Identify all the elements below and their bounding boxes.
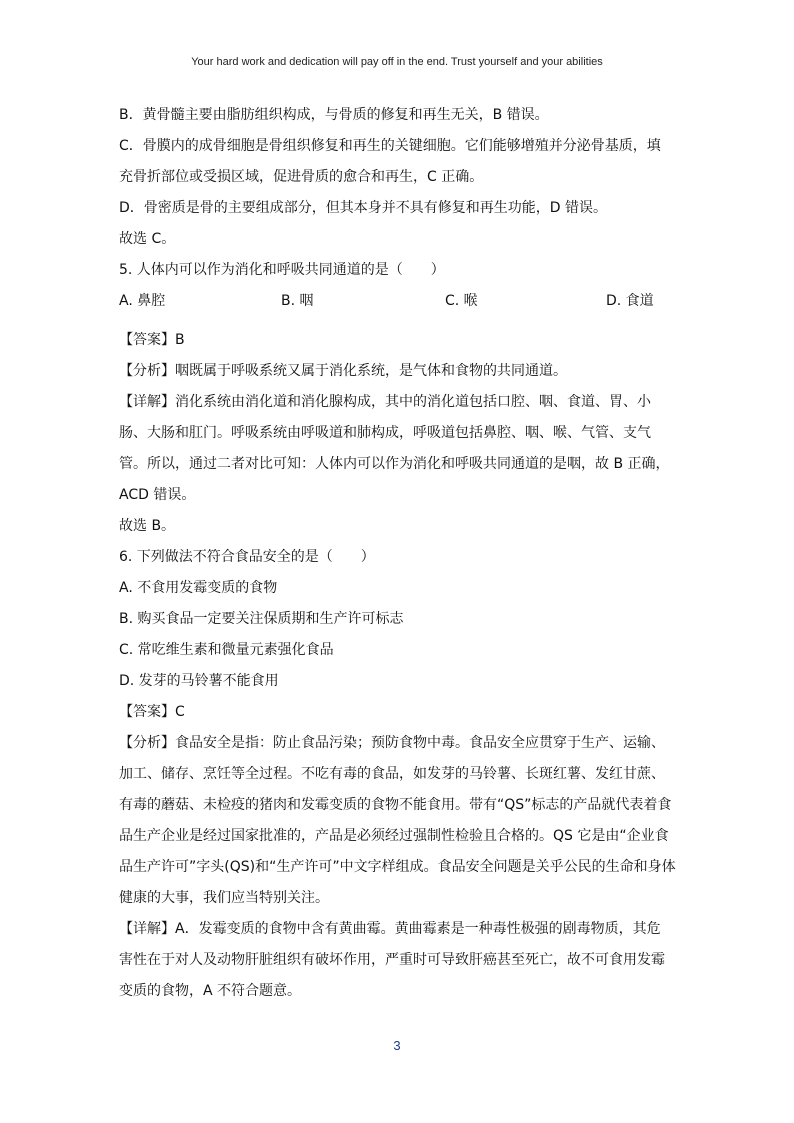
question-6-answer: 【答案】C <box>119 704 185 720</box>
document-body <box>119 100 679 1007</box>
spacer <box>119 317 679 325</box>
question-5-option-b: B. 咽 <box>281 293 314 309</box>
question-5-option-a: A. 鼻腔 <box>119 293 166 309</box>
question-5-detail-line: 肠、大肠和肛门。呼吸系统由呼吸道和肺构成，呼吸道包括鼻腔、咽、喉、气管、支气 <box>119 425 651 441</box>
question-6-option-c: C. 常吃维生素和微量元素强化食品 <box>119 642 334 658</box>
question-6-analysis-line: 加工、储存、烹饪等全过程。不吃有毒的食品，如发芽的马铃薯、长斑红薯、发红甘蔗、 <box>119 766 665 782</box>
question-5-options <box>119 286 679 317</box>
question-6-analysis-line: 品生产许可”字头(QS)和“生产许可”中文字样组成。食品安全问题是关乎公民的生命和身体 <box>119 859 676 875</box>
question-6-analysis-line: 【分析】食品安全是指：防止食品污染；预防食物中毒。食品安全应贯穿于生产、运输、 <box>119 735 665 751</box>
question-6-option-d: D. 发芽的马铃薯不能食用 <box>119 673 279 689</box>
question-5-option-c: C. 喉 <box>445 293 478 309</box>
question-5-analysis: 【分析】咽既属于呼吸系统又属于消化系统，是气体和食物的共同通道。 <box>119 363 567 379</box>
prev-detail-line: D．骨密质是骨的主要组成部分，但其本身并不具有修复和再生功能，D 错误。 <box>119 200 608 216</box>
prev-conclusion: 故选 C。 <box>119 231 176 247</box>
question-5-answer: 【答案】B <box>119 332 185 348</box>
prev-detail-line: B．黄骨髓主要由脂肪组织构成，与骨质的修复和再生无关，B 错误。 <box>119 107 549 123</box>
question-5-detail-line: 【详解】消化系统由消化道和消化腺构成，其中的消化道包括口腔、咽、食道、胃、小 <box>119 394 651 410</box>
question-5-stem: 5. 人体内可以作为消化和呼吸共同通道的是（ ） <box>119 262 445 278</box>
question-5-detail-line: ACD 错误。 <box>119 487 196 503</box>
question-5-option-d: D. 食道 <box>606 293 654 309</box>
question-5-conclusion: 故选 B。 <box>119 518 176 534</box>
prev-detail-line: C．骨膜内的成骨细胞是骨组织修复和再生的关键细胞。它们能够增殖并分泌骨基质，填 <box>119 138 661 154</box>
page-header-motto: Your hard work and dedication will pay off in the end. Trust yourself and your abilities <box>191 56 603 68</box>
question-6-option-a: A. 不食用发霉变质的食物 <box>119 580 278 596</box>
question-6-analysis-line: 品生产企业是经过国家批准的，产品是必须经过强制性检验且合格的。QS 它是由“企业食 <box>119 828 669 844</box>
question-6-detail-line: 害性在于对人及动物肝脏组织有破坏作用，严重时可导致肝癌甚至死亡，故不可食用发霉 <box>119 952 665 968</box>
prev-detail-line: 充骨折部位或受损区域，促进骨质的愈合和再生，C 正确。 <box>119 169 484 185</box>
question-6-detail-line: 变质的食物，A 不符合题意。 <box>119 983 302 999</box>
question-6-analysis-line: 健康的大事，我们应当特别关注。 <box>119 890 329 906</box>
question-5-detail-line: 管。所以，通过二者对比可知：人体内可以作为消化和呼吸共同通道的是咽，故 B 正确， <box>119 456 670 472</box>
question-6-analysis-line: 有毒的蘑菇、未检疫的猪肉和发霉变质的食物不能食用。带有“QS”标志的产品就代表着食 <box>119 797 672 813</box>
question-6-option-b: B. 购买食品一定要关注保质期和生产许可标志 <box>119 611 404 627</box>
question-6-stem: 6. 下列做法不符合食品安全的是（ ） <box>119 549 375 565</box>
page-number: 3 <box>393 1038 401 1053</box>
question-6-detail-line: 【详解】A．发霉变质的食物中含有黄曲霉。黄曲霉素是一种毒性极强的剧毒物质，其危 <box>119 921 661 937</box>
